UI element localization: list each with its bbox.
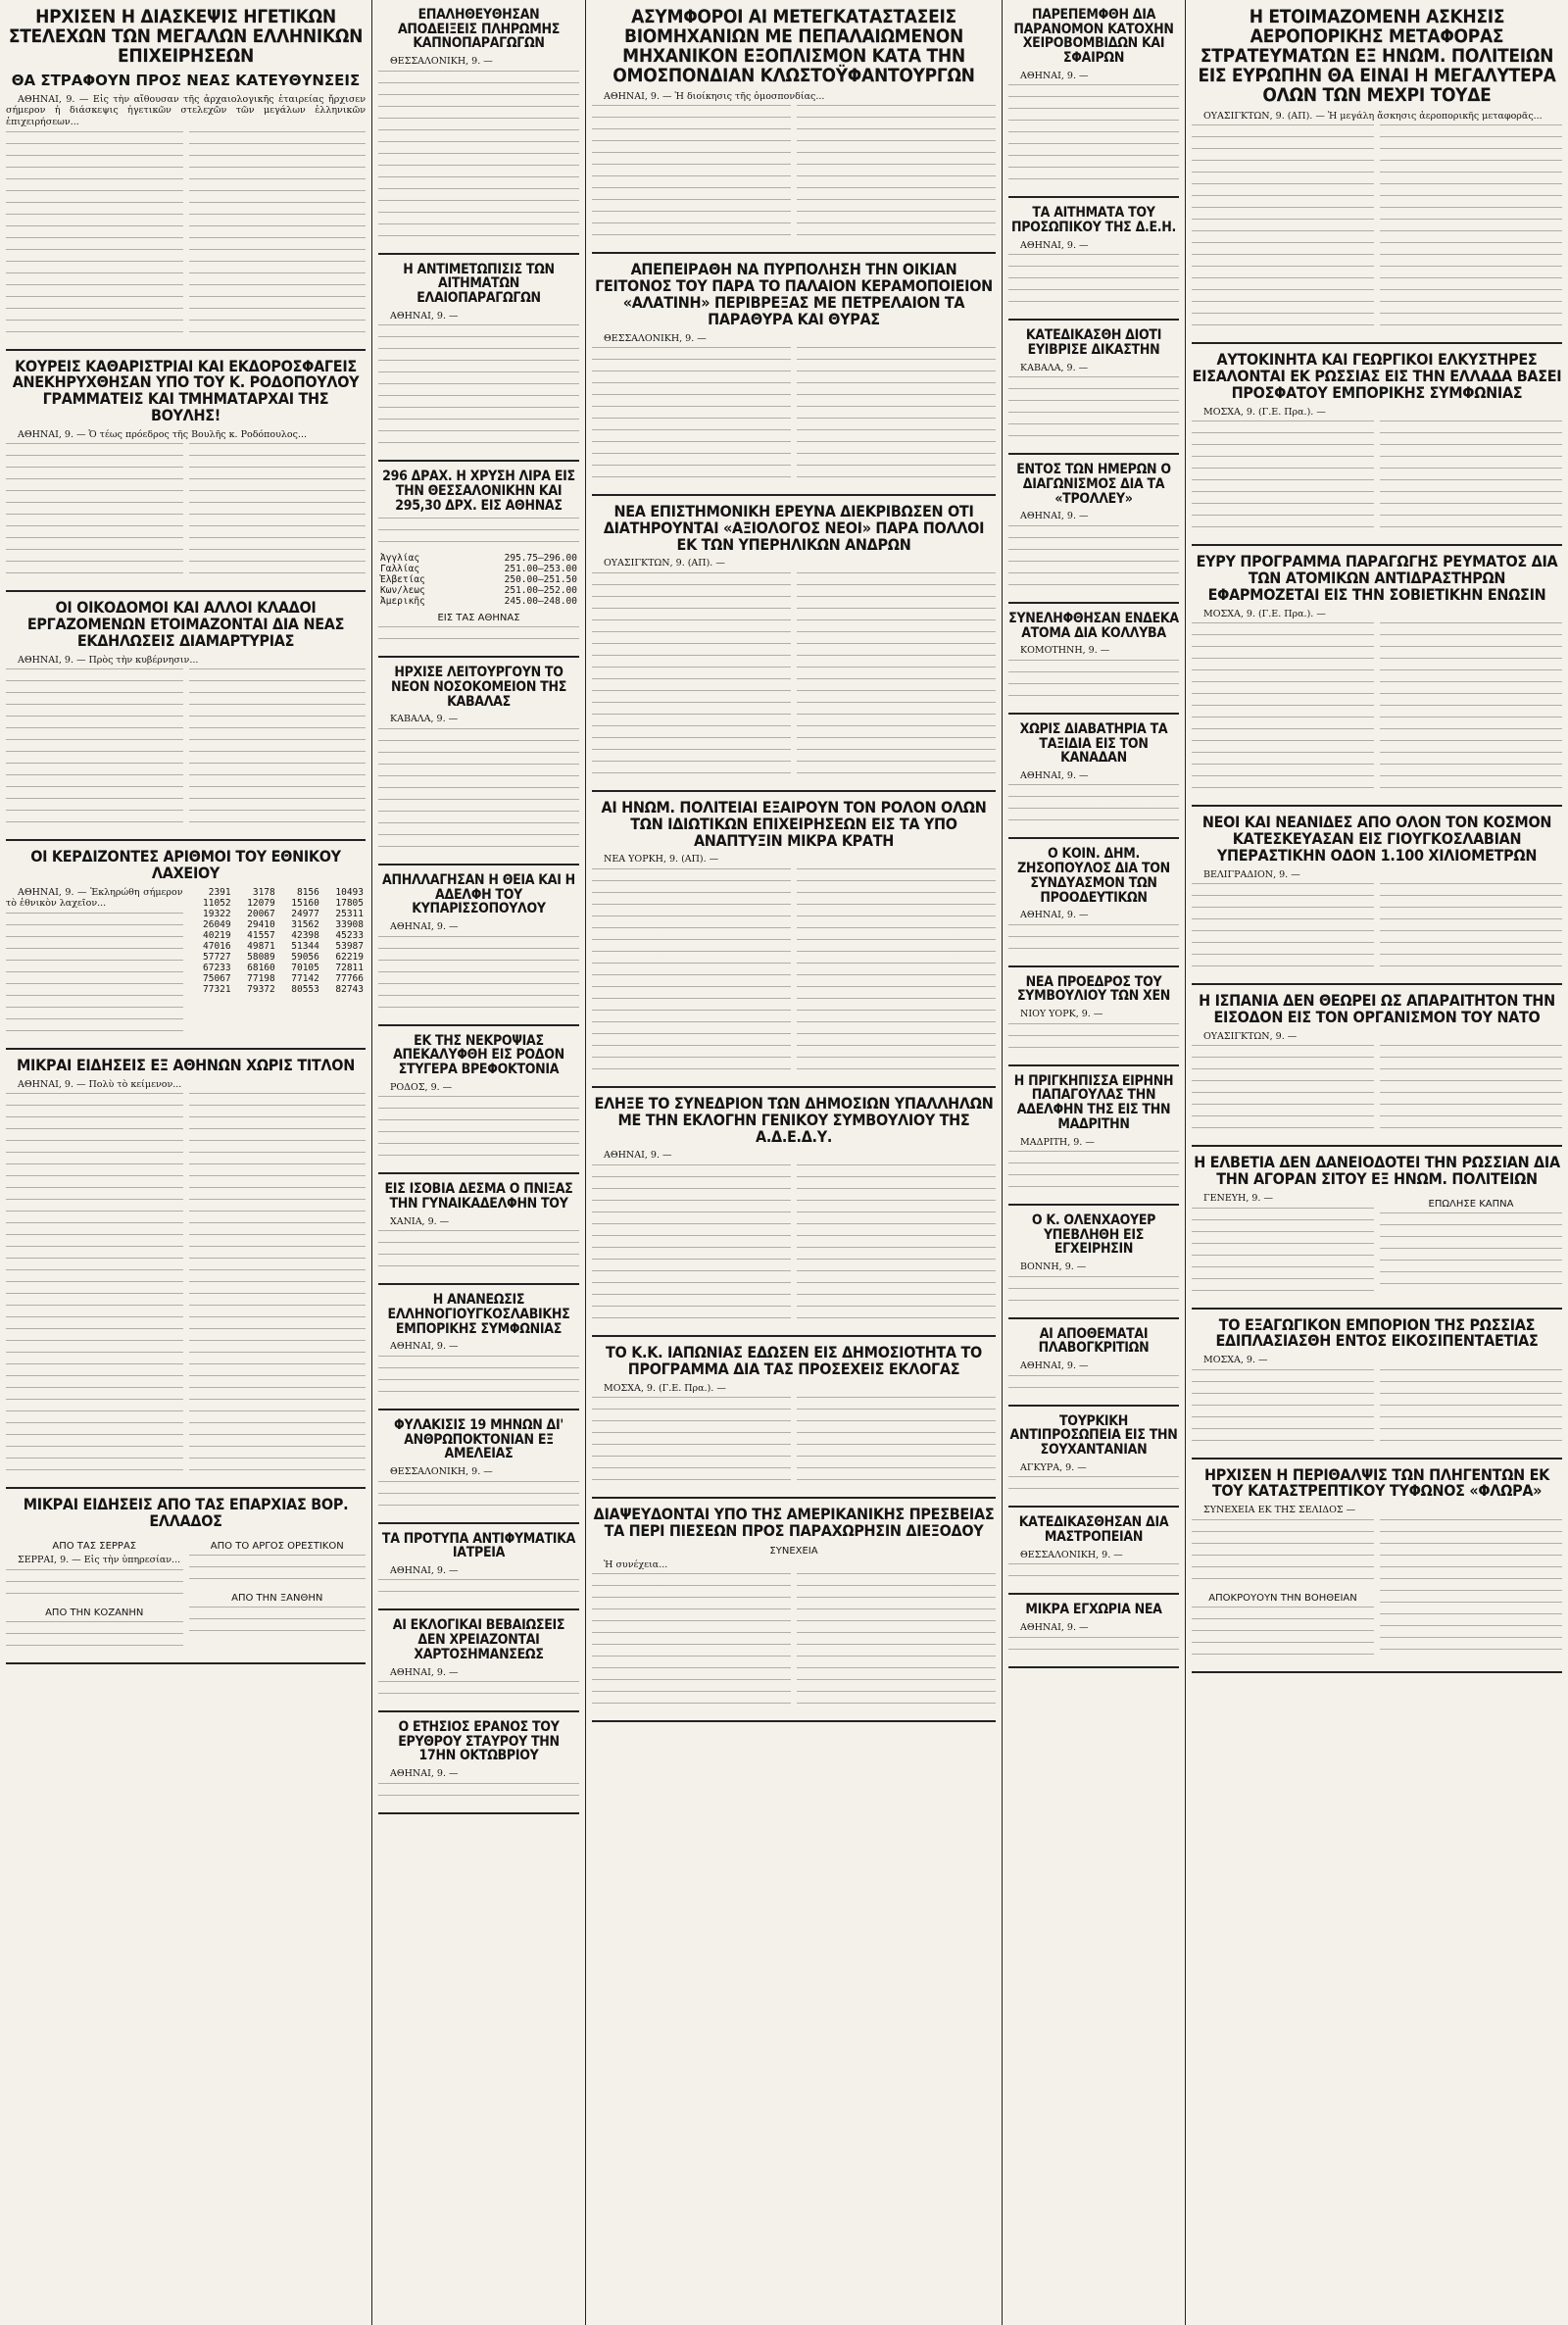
article	[6, 1497, 366, 1663]
article-body: ΘΕΣΣΑΛΟΝΙΚΗ, 9. —	[390, 56, 493, 68]
lottery-number: 11052	[203, 897, 231, 909]
article-body: Ἡ συνέχεια...	[604, 1558, 668, 1570]
lottery-number: 42398	[291, 929, 319, 941]
headline: ΕΠΑΛΗΘΕΥΘΗΣΑΝ ΑΠΟΔΕΙΞΕΙΣ ΠΛΗΡΩΜΗΣ ΚΑΠΝΟΠΑΡΑΓΩΓΩΝ	[397, 7, 560, 52]
lottery-number: 41557	[247, 929, 275, 941]
lottery-number: 20067	[247, 908, 275, 919]
section-label: ΑΠΟ ΤΟ ΑΡΓΟΣ ΟΡΕΣΤΙΚΟΝ	[210, 1541, 344, 1552]
headline: 296 ΔΡΑΧ. Η ΧΡΥΣΗ ΛΙΡΑ ΕΙΣ ΤΗΝ ΘΕΣΣΑΛΟΝΙΚΗΝ ΚΑΙ 295,30 ΔΡΧ. ΕΙΣ ΑΘΗΝΑΣ	[382, 469, 575, 514]
article	[1008, 328, 1179, 455]
headline: ΕΙΣ ΙΣΟΒΙΑ ΔΕΣΜΑ Ο ΠΝΙΞΑΣ ΤΗΝ ΓΥΝΑΙΚΑΔΕΛΦΗΝ ΤΟΥ	[384, 1181, 573, 1212]
section-label: ΕΠΩΛΗΣΕ ΚΑΠΝΑ	[1428, 1198, 1514, 1210]
article-body: ΑΘΗΝΑΙ, 9. — Ἐκληρώθη σήμερον τὸ ἐθνικὸν λαχεῖον...	[6, 886, 183, 910]
lottery-number: 31562	[291, 918, 319, 930]
headline: ΕΛΗΞΕ ΤΟ ΣΥΝΕΔΡΙΟΝ ΤΩΝ ΔΗΜΟΣΙΩΝ ΥΠΑΛΛΗΛΩΝ ΜΕ ΤΗΝ ΕΚΛΟΓΗΝ ΓΕΝΙΚΟΥ ΣΥΜΒΟΥΛΙΟΥ ΤΗΣ Α.Δ.Ε.Δ.Υ.	[594, 1094, 994, 1146]
headline: ΚΑΤΕΔΙΚΑΣΘΗ ΔΙΟΤΙ ΕΥΙΒΡΙΣΕ ΔΙΚΑΣΤΗΝ	[1025, 327, 1162, 358]
article	[378, 873, 579, 1026]
column-1	[0, 0, 372, 2325]
price-range: 251.00—253.00	[504, 564, 577, 575]
article-body: ΟΥΑΣΙΓΚΤΩΝ, 9. (ΑΠ). — Ἡ μεγάλη ἄσκησις ἀεροπορικῆς μεταφορᾶς...	[1203, 110, 1543, 122]
column-4	[1003, 0, 1186, 2325]
lottery-row	[189, 919, 367, 930]
lottery-number: 40219	[203, 929, 231, 941]
price-range: 245.00—248.00	[504, 596, 577, 608]
lottery-number: 62219	[335, 951, 364, 963]
lottery-row	[189, 909, 367, 919]
article	[1008, 1213, 1179, 1319]
lottery-number: 19322	[203, 908, 231, 919]
lottery-number: 25311	[335, 908, 364, 919]
headline: ΝΕΑ ΠΡΟΕΔΡΟΣ ΤΟΥ ΣΥΜΒΟΥΛΙΟΥ ΤΩΝ ΧΕΝ	[1016, 973, 1170, 1005]
price-range: 295.75—296.00	[504, 553, 577, 565]
article-body: ΚΑΒΑΛΑ, 9. —	[390, 714, 459, 725]
lottery-number: 77142	[291, 972, 319, 984]
lottery-number: 75067	[203, 972, 231, 984]
headline: ΠΑΡΕΠΕΜΦΘΗ ΔΙΑ ΠΑΡΑΝΟΜΟΝ ΚΑΤΟΧΗΝ ΧΕΙΡΟΒΟΜΒΙΔΩΝ ΚΑΙ ΣΦΑΙΡΩΝ	[1013, 7, 1174, 67]
lottery-number: 47016	[203, 940, 231, 952]
article-body: ΑΘΗΝΑΙ, 9. —	[1020, 239, 1089, 251]
article-body: ΘΕΣΣΑΛΟΝΙΚΗ, 9. —	[390, 1465, 493, 1477]
article	[378, 8, 579, 255]
headline: Ο Κ. ΟΛΕΝΧΑΟΥΕΡ ΥΠΕΒΛΗΘΗ ΕΙΣ ΕΓΧΕΙΡΗΣΙΝ	[1031, 1212, 1156, 1258]
article	[1192, 815, 1562, 985]
headline: Η ΠΡΙΓΚΗΠΙΣΣΑ ΕΙΡΗΝΗ ΠΑΠΑΓΟΥΛΑΣ ΤΗΝ ΑΔΕΛΦΗΝ ΤΗΣ ΕΙΣ ΤΗΝ ΜΑΔΡΙΤΗΝ	[1013, 1072, 1174, 1132]
section-label: ΑΠΟ ΤΗΝ ΚΟΖΑΝΗΝ	[45, 1607, 144, 1618]
article-body: ΑΘΗΝΑΙ, 9. —	[1020, 910, 1089, 921]
price-range: 250.00—251.50	[504, 574, 577, 586]
currency-label: Κων/λεως	[380, 585, 425, 597]
headline: ΑΙ ΕΚΛΟΓΙΚΑΙ ΒΕΒΑΙΩΣΕΙΣ ΔΕΝ ΧΡΕΙΑΖΟΝΤΑΙ ΧΑΡΤΟΣΗΜΑΝΣΕΩΣ	[392, 1617, 565, 1662]
lottery-number: 51344	[291, 940, 319, 952]
article-body: ΑΘΗΝΑΙ, 9. —	[390, 310, 459, 322]
article-body: ΑΘΗΝΑΙ, 9. —	[1020, 1360, 1089, 1372]
headline: Η ΕΤΟΙΜΑΖΟΜΕΝΗ ΑΣΚΗΣΙΣ ΑΕΡΟΠΟΡΙΚΗΣ ΜΕΤΑΦΟΡΑΣ ΣΤΡΑΤΕΥΜΑΤΩΝ ΕΞ ΗΝΩΜ. ΠΟΛΙΤΕΙΩΝ ΕΙΣ ΕΥΡΩΠΗΝ ΘΑ ΕΙΝΑΙ Η ΜΕΓΑΛΥΤΕΡΑ ΟΛΩΝ ΤΩΝ ΜΕΧΡΙ ΤΟΥΔΕ	[1198, 6, 1556, 106]
headline: ΟΙ ΟΙΚΟΔΟΜΟΙ ΚΑΙ ΑΛΛΟΙ ΚΛΑΔΟΙ ΕΡΓΑΖΟΜΕΝΩΝ ΕΤΟΙΜΑΖΟΝΤΑΙ ΔΙΑ ΝΕΑΣ ΕΚΔΗΛΩΣΕΙΣ ΔΙΑΜΑΡΤΥΡΙΑΣ	[26, 598, 345, 650]
headline: Η ΑΝΑΝΕΩΣΙΣ ΕΛΛΗΝΟΓΙΟΥΓΚΟΣΛΑΒΙΚΗΣ ΕΜΠΟΡΙΚΗΣ ΣΥΜΦΩΝΙΑΣ	[387, 1292, 570, 1337]
article-body: ΑΘΗΝΑΙ, 9. — Ὁ τέως πρόεδρος τῆς Βουλῆς κ. Ροδόπουλος...	[18, 428, 307, 440]
headline: Η ΕΛΒΕΤΙΑ ΔΕΝ ΔΑΝΕΙΟΔΟΤΕΙ ΤΗΝ ΡΩΣΣΙΑΝ ΔΙΑ ΤΗΝ ΑΓΟΡΑΝ ΣΙΤΟΥ ΕΞ ΗΝΩΜ. ΠΟΛΙΤΕΙΩΝ	[1194, 1153, 1560, 1189]
headline: ΝΕΟΙ ΚΑΙ ΝΕΑΝΙΔΕΣ ΑΠΟ ΟΛΟΝ ΤΟΝ ΚΟΣΜΟΝ ΚΑΤΕΣΚΕΥΑΣΑΝ ΕΙΣ ΓΙΟΥΓΚΟΣΛΑΒΙΑΝ ΥΠΕΡΑΣΤΙΚΗΝ ΟΔΟΝ 1.100 ΧΙΛΙΟΜΕΤΡΩΝ	[1201, 813, 1552, 865]
article	[378, 1720, 579, 1814]
lottery-numbers-table	[189, 887, 367, 995]
article	[1008, 1414, 1179, 1509]
lottery-row	[189, 984, 367, 995]
headline: ΦΥΛΑΚΙΣΙΣ 19 ΜΗΝΩΝ ΔΙ' ΑΝΘΡΩΠΟΚΤΟΝΙΑΝ ΕΞ ΑΜΕΛΕΙΑΣ	[394, 1416, 564, 1462]
lottery-number: 59056	[291, 951, 319, 963]
headline: ΑΠΗΛΛΑΓΗΣΑΝ Η ΘΕΙΑ ΚΑΙ Η ΑΔΕΛΦΗ ΤΟΥ ΚΥΠΑΡΙΣΣΟΠΟΥΛΟΥ	[382, 871, 575, 917]
article	[6, 8, 366, 351]
column-2	[372, 0, 586, 2325]
currency-label: Γαλλίας	[380, 564, 420, 575]
lottery-number: 2391	[208, 886, 231, 898]
article-body: ΑΘΗΝΑΙ, 9. —	[390, 1768, 459, 1780]
article	[592, 1507, 996, 1722]
article	[378, 1182, 579, 1285]
lottery-number: 77321	[203, 983, 231, 995]
headline: ΜΙΚΡΑΙ ΕΙΔΗΣΕΙΣ ΕΞ ΑΘΗΝΩΝ ΧΩΡΙΣ ΤΙΤΛΟΝ	[17, 1056, 355, 1075]
headline: Ο ΕΤΗΣΙΟΣ ΕΡΑΝΟΣ ΤΟΥ ΕΡΥΘΡΟΥ ΣΤΑΥΡΟΥ ΤΗΝ 17ΗΝ ΟΚΤΩΒΡΙΟΥ	[398, 1719, 560, 1764]
lottery-number: 33908	[335, 918, 364, 930]
lottery-number: 3178	[252, 886, 275, 898]
headline: ΤΑ ΠΡΟΤΥΠΑ ΑΝΤΙΦΥΜΑΤΙΚΑ ΙΑΤΡΕΙΑ	[381, 1530, 576, 1561]
article	[378, 470, 579, 658]
headline: ΧΩΡΙΣ ΔΙΑΒΑΤΗΡΙΑ ΤΑ ΤΑΞΙΔΙΑ ΕΙΣ ΤΟΝ ΚΑΝΑΔΑΝ	[1019, 720, 1168, 767]
article-body: ΜΟΣΧΑ, 9. (Γ.Ε. Πρα.). —	[604, 1382, 726, 1394]
article-body: ΑΓΚΥΡΑ, 9. —	[1020, 1461, 1087, 1473]
article-body: ΜΟΣΧΑ, 9. (Γ.Ε. Πρα.). —	[1203, 608, 1326, 619]
section-label: ΑΠΟ ΤΑΣ ΣΕΡΡΑΣ	[52, 1541, 137, 1552]
article-body: ΝΕΑ ΥΟΡΚΗ, 9. (ΑΠ). —	[604, 854, 719, 866]
article	[1192, 1155, 1562, 1309]
headline: ΤΑ ΑΙΤΗΜΑΤΑ ΤΟΥ ΠΡΟΣΩΠΙΚΟΥ ΤΗΣ Δ.Ε.Η.	[1010, 205, 1177, 236]
headline: ΚΟΥΡΕΙΣ ΚΑΘΑΡΙΣΤΡΙΑΙ ΚΑΙ ΕΚΔΟΡΟΣΦΑΓΕΙΣ ΑΝΕΚΗΡΥΧΘΗΣΑΝ ΥΠΟ ΤΟΥ Κ. ΡΟΔΟΠΟΥΛΟΥ ΓΡΑΜΜΑΤΕΙΣ ΚΑΙ ΤΜΗΜΑΤΑΡΧΑΙ ΤΗΣ ΒΟΥΛΗΣ!	[12, 356, 360, 424]
article	[592, 262, 996, 496]
article	[378, 666, 579, 866]
article-body: ΑΘΗΝΑΙ, 9. —	[390, 921, 459, 933]
lottery-number: 82743	[335, 983, 364, 995]
headline: Η ΙΣΠΑΝΙΑ ΔΕΝ ΘΕΩΡΕΙ ΩΣ ΑΠΑΡΑΙΤΗΤΟΝ ΤΗΝ ΕΙΣΟΔΟΝ ΕΙΣ ΤΟΝ ΟΡΓΑΝΙΣΜΟΝ ΤΟΥ ΝΑΤΟ	[1199, 991, 1555, 1026]
section-label: ΑΠΟ ΤΗΝ ΞΑΝΘΗΝ	[231, 1593, 323, 1604]
headline: ΔΙΑΨΕΥΔΟΝΤΑΙ ΥΠΟ ΤΗΣ ΑΜΕΡΙΚΑΝΙΚΗΣ ΠΡΕΣΒΕΙΑΣ ΤΑ ΠΕΡΙ ΠΙΕΣΕΩΝ ΠΡΟΣ ΠΑΡΑΧΩΡΗΣΙΝ ΔΙΕΞΟΔΟΥ	[593, 1505, 995, 1540]
headline: ΗΡΧΙΣΕΝ Η ΔΙΑΣΚΕΨΙΣ ΗΓΕΤΙΚΩΝ ΣΤΕΛΕΧΩΝ ΤΩΝ ΜΕΓΑΛΩΝ ΕΛΛΗΝΙΚΩΝ ΕΠΙΧΕΙΡΗΣΕΩΝ	[8, 6, 364, 67]
article-body: ΣΥΝΕΧΕΙΑ ΕΚ ΤΗΣ ΣΕΛΙΔΟΣ —	[1203, 1505, 1356, 1516]
headline: Η ΑΝΤΙΜΕΤΩΠΙΣΙΣ ΤΩΝ ΑΙΤΗΜΑΤΩΝ ΕΛΑΙΟΠΑΡΑΓΩΓΩΝ	[403, 261, 555, 307]
article	[378, 1418, 579, 1524]
article	[592, 1345, 996, 1499]
lottery-number: 53987	[335, 940, 364, 952]
column-5	[1186, 0, 1568, 2325]
headline: ΤΟ ΕΞΑΓΩΓΙΚΟΝ ΕΜΠΟΡΙΟΝ ΤΗΣ ΡΩΣΣΙΑΣ ΕΔΙΠΛΑΣΙΑΣΘΗ ΕΝΤΟΣ ΕΙΚΟΣΙΠΕΝΤΑΕΤΙΑΣ	[1215, 1314, 1539, 1351]
column-3	[586, 0, 1003, 2325]
article	[6, 1058, 366, 1489]
gold-price-row	[378, 596, 579, 607]
lottery-row	[189, 952, 367, 963]
article	[592, 8, 996, 254]
article	[6, 356, 366, 593]
article	[378, 1034, 579, 1175]
article	[1008, 463, 1179, 604]
lottery-number: 45233	[335, 929, 364, 941]
lottery-number: 49871	[247, 940, 275, 952]
article	[1008, 612, 1179, 715]
headline: ΑΥΤΟΚΙΝΗΤΑ ΚΑΙ ΓΕΩΡΓΙΚΟΙ ΕΛΚΥΣΤΗΡΕΣ ΕΙΣΑΛΟΝΤΑΙ ΕΚ ΡΩΣΣΙΑΣ ΕΙΣ ΤΗΝ ΕΛΛΑΔΑ ΒΑΣΕΙ ΠΡΟΣΦΑΤΟΥ ΕΜΠΟΡΙΚΗΣ ΣΥΜΦΩΝΙΑΣ	[1192, 350, 1562, 402]
article-body: ΑΘΗΝΑΙ, 9. — Εἰς τὴν αἴθουσαν τῆς ἀρχαιολογικῆς ἑταιρείας ἤρχισεν σήμερον ἡ διάσκεψις ἡγετικῶν στελεχῶν τῶν μεγάλων ἑλληνικῶν ἐπιχειρήσεων...	[6, 93, 366, 127]
lottery-number: 67233	[203, 962, 231, 973]
lottery-number: 70105	[291, 962, 319, 973]
lottery-row	[189, 930, 367, 941]
headline: ΑΠΕΠΕΙΡΑΘΗ ΝΑ ΠΥΡΠΟΛΗΣΗ ΤΗΝ ΟΙΚΙΑΝ ΓΕΙΤΟΝΟΣ ΤΟΥ ΠΑΡΑ ΤΟ ΠΑΛΑΙΟΝ ΚΕΡΑΜΟΠΟΙΕΙΟΝ «ΑΛΑΤΙΝΗ» ΠΕΡΙΒΡΕΞΑΣ ΜΕ ΠΕΤΡΕΛΑΙΟΝ ΤΑ ΠΑΡΑΘΥΡΑ ΚΑΙ ΘΥΡΑΣ	[595, 260, 993, 328]
lottery-number: 77766	[335, 972, 364, 984]
article-body: ΑΘΗΝΑΙ, 9. —	[604, 1150, 672, 1162]
headline: ΗΡΧΙΣΕ ΛΕΙΤΟΥΡΓΟΥΝ ΤΟ ΝΕΟΝ ΝΟΣΟΚΟΜΕΙΟΝ ΤΗΣ ΚΑΒΑΛΑΣ	[391, 665, 566, 710]
headline: ΤΟΥΡΚΙΚΗ ΑΝΤΙΠΡΟΣΩΠΕΙΑ ΕΙΣ ΤΗΝ ΣΟΥΧΑΝΤΑΝΙΑΝ	[1009, 1412, 1178, 1459]
article	[1008, 1074, 1179, 1206]
article-body: ΟΥΑΣΙΓΚΤΩΝ, 9. (ΑΠ). —	[604, 558, 725, 569]
article-body: ΚΑΒΑΛΑ, 9. —	[1020, 362, 1089, 373]
article	[378, 1293, 579, 1410]
headline: ΣΥΝΕΛΗΦΘΗΣΑΝ ΕΝΔΕΚΑ ΑΤΟΜΑ ΔΙΑ ΚΟΛΛΥΒΑ	[1008, 610, 1179, 641]
article	[1192, 1464, 1562, 1673]
headline: ΑΙ ΑΠΟΘΕΜΑΤΑΙ ΠΛΑΒΟΓΚΡΙΤΙΩΝ	[1038, 1325, 1150, 1357]
article-body: ΑΘΗΝΑΙ, 9. —	[1020, 769, 1089, 781]
headline: ΝΕΑ ΕΠΙΣΤΗΜΟΝΙΚΗ ΕΡΕΥΝΑ ΔΙΕΚΡΙΒΩΣΕΝ ΟΤΙ ΔΙΑΤΗΡΟΥΝΤΑΙ «ΑΞΙΟΛΟΓΟΣ ΝΕΟΙ» ΠΑΡΑ ΠΟΛΛΟΙ ΕΚ ΤΩΝ ΥΠΕΡΗΛΙΚΩΝ ΑΝΔΡΩΝ	[603, 502, 985, 554]
headline: ΑΙ ΗΝΩΜ. ΠΟΛΙΤΕΙΑΙ ΕΞΑΙΡΟΥΝ ΤΟΝ ΡΟΛΟΝ ΟΛΩΝ ΤΩΝ ΙΔΙΩΤΙΚΩΝ ΕΠΙΧΕΙΡΗΣΕΩΝ ΕΙΣ ΤΑ ΥΠΟ ΑΝΑΠΤΥΞΙΝ ΜΙΚΡΑ ΚΡΑΤΗ	[601, 798, 987, 850]
lottery-number: 58089	[247, 951, 275, 963]
headline: ΟΙ ΚΕΡΔΙΖΟΝΤΕΣ ΑΡΙΘΜΟΙ ΤΟΥ ΕΘΝΙΚΟΥ ΛΑΧΕΙΟΥ	[30, 847, 341, 883]
lottery-number: 57727	[203, 951, 231, 963]
article-body: ΑΘΗΝΑΙ, 9. —	[1020, 70, 1089, 81]
article	[1192, 352, 1562, 546]
article	[1008, 1603, 1179, 1667]
section-label: ΑΠΟΚΡΟΥΟΥΝ ΤΗΝ ΒΟΗΘΕΙΑΝ	[1208, 1592, 1357, 1604]
lottery-row	[189, 887, 367, 898]
section-label: ΕΙΣ ΤΑΣ ΑΘΗΝΑΣ	[437, 613, 520, 624]
article	[592, 800, 996, 1088]
lottery-number: 10493	[335, 886, 364, 898]
article-body: ΑΘΗΝΑΙ, 9. —	[390, 1564, 459, 1576]
article	[592, 1096, 996, 1337]
article-body: ΘΕΣΣΑΛΟΝΙΚΗ, 9. —	[604, 332, 707, 344]
article-body: ΑΘΗΝΑΙ, 9. —	[1020, 1621, 1089, 1633]
article	[1008, 975, 1179, 1066]
article-body: ΣΕΡΡΑΙ, 9. — Εἰς τὴν ὑπηρεσίαν...	[18, 1555, 181, 1565]
gold-price-row	[378, 574, 579, 585]
lottery-number: 17805	[335, 897, 364, 909]
article	[1192, 1314, 1562, 1459]
article-body: ΑΘΗΝΑΙ, 9. —	[390, 1666, 459, 1678]
lottery-number: 29410	[247, 918, 275, 930]
lottery-number: 26049	[203, 918, 231, 930]
gold-price-row	[378, 585, 579, 596]
article-body: ΜΟΣΧΑ, 9. (Γ.Ε. Πρα.). —	[1203, 406, 1326, 418]
article	[1008, 1515, 1179, 1595]
lottery-row	[189, 963, 367, 973]
article	[1192, 554, 1562, 807]
lottery-number: 80553	[291, 983, 319, 995]
article-body: ΚΟΜΟΤΗΝΗ, 9. —	[1020, 645, 1110, 657]
lottery-number: 72811	[335, 962, 364, 973]
headline: Ο ΚΟΙΝ. ΔΗΜ. ΖΗΣΟΠΟΥΛΟΣ ΔΙΑ ΤΟΝ ΣΥΝΔΥΑΣΜΟΝ ΤΩΝ ΠΡΟΟΔΕΥΤΙΚΩΝ	[1017, 846, 1170, 906]
lottery-number: 68160	[247, 962, 275, 973]
article-body: ΑΘΗΝΑΙ, 9. —	[1020, 511, 1089, 522]
article	[378, 263, 579, 463]
article	[1008, 847, 1179, 966]
article	[1192, 8, 1562, 344]
currency-label: Ἀγγλίας	[380, 553, 420, 565]
article-body: ΑΘΗΝΑΙ, 9. — Ἡ διοίκησις τῆς ὁμοσπονδίας...	[604, 90, 825, 102]
article-body: ΑΘΗΝΑΙ, 9. — Πρὸς τὴν κυβέρνησιν...	[18, 654, 199, 666]
article	[6, 600, 366, 841]
headline: ΤΟ Κ.Κ. ΙΑΠΩΝΙΑΣ ΕΔΩΣΕΝ ΕΙΣ ΔΗΜΟΣΙΟΤΗΤΑ ΤΟ ΠΡΟΓΡΑΜΜΑ ΔΙΑ ΤΑΣ ΠΡΟΣΕΧΕΙΣ ΕΚΛΟΓΑΣ	[606, 1343, 982, 1378]
article	[1008, 1327, 1179, 1407]
article	[378, 1532, 579, 1611]
article-body: ΡΟΔΟΣ, 9. —	[390, 1081, 453, 1093]
section-label: ΣΥΝΕΧΕΙΑ	[769, 1545, 818, 1557]
article	[592, 504, 996, 792]
article-body: ΓΕΝΕΥΗ, 9. —	[1203, 1192, 1273, 1204]
article	[378, 1618, 579, 1712]
article-body: ΒΟΝΝΗ, 9. —	[1020, 1261, 1087, 1273]
article-body: ΘΕΣΣΑΛΟΝΙΚΗ, 9. —	[1020, 1549, 1123, 1560]
article	[6, 849, 366, 1050]
lottery-row	[189, 898, 367, 909]
gold-price-table	[378, 553, 579, 607]
article-body: ΝΙΟΥ ΥΟΡΚ, 9. —	[1020, 1009, 1103, 1020]
subheadline: ΘΑ ΣΤΡΑΦΟΥΝ ΠΡΟΣ ΝΕΑΣ ΚΑΤΕΥΘΥΝΣΕΙΣ	[11, 71, 361, 89]
lottery-row	[189, 941, 367, 952]
lottery-number: 24977	[291, 908, 319, 919]
currency-label: Ἀμερικῆς	[380, 596, 425, 608]
headline: ΗΡΧΙΣΕΝ Η ΠΕΡΙΘΑΛΨΙΣ ΤΩΝ ΠΛΗΓΕΝΤΩΝ ΕΚ ΤΟΥ ΚΑΤΑΣΤΡΕΠΤΙΚΟΥ ΤΥΦΩΝΟΣ «ΦΛΩΡΑ»	[1204, 1464, 1549, 1501]
article	[1008, 206, 1179, 321]
article-body: ΜΟΣΧΑ, 9. —	[1203, 1355, 1268, 1366]
lottery-number: 79372	[247, 983, 275, 995]
headline: ΕΝΤΟΣ ΤΩΝ ΗΜΕΡΩΝ Ο ΔΙΑΓΩΝΙΣΜΟΣ ΔΙΑ ΤΑ «ΤΡΟΛΛΕΥ»	[1016, 462, 1171, 507]
lottery-row	[189, 973, 367, 984]
gold-price-row	[378, 553, 579, 564]
article-body: ΧΑΝΙΑ, 9. —	[390, 1215, 450, 1227]
headline: ΚΑΤΕΔΙΚΑΣΘΗΣΑΝ ΔΙΑ ΜΑΣΤΡΟΠΕΙΑΝ	[1018, 1514, 1169, 1545]
price-range: 251.00—252.00	[504, 585, 577, 597]
article	[1008, 722, 1179, 840]
lottery-number: 8156	[296, 886, 319, 898]
article	[1192, 993, 1562, 1147]
article	[1008, 8, 1179, 198]
article-body: ΟΥΑΣΙΓΚΤΩΝ, 9. —	[1203, 1030, 1298, 1042]
article-body: ΑΘΗΝΑΙ, 9. —	[390, 1341, 459, 1353]
currency-label: Ἑλβετίας	[380, 574, 425, 586]
lottery-number: 12079	[247, 897, 275, 909]
lottery-number: 77198	[247, 972, 275, 984]
article-body: ΒΕΛΙΓΡΑΔΙΟΝ, 9. —	[1203, 868, 1300, 880]
article-body: ΑΘΗΝΑΙ, 9. — Πολὺ τὸ κείμενον...	[18, 1078, 182, 1090]
headline: ΜΙΚΡΑΙ ΕΙΔΗΣΕΙΣ ΑΠΟ ΤΑΣ ΕΠΑΡΧΙΑΣ ΒΟΡ. ΕΛΛΑΔΟΣ	[23, 1495, 349, 1531]
gold-price-row	[378, 564, 579, 574]
headline: ΕΥΡΥ ΠΡΟΓΡΑΜΜΑ ΠΑΡΑΓΩΓΗΣ ΡΕΥΜΑΤΟΣ ΔΙΑ ΤΩΝ ΑΤΟΜΙΚΩΝ ΑΝΤΙΔΡΑΣΤΗΡΩΝ ΕΦΑΡΜΟΖΕΤΑΙ ΕΙΣ ΤΗΝ ΣΟΒΙΕΤΙΚΗΝ ΕΝΩΣΙΝ	[1196, 552, 1558, 604]
lottery-number: 15160	[291, 897, 319, 909]
headline: ΑΣΥΜΦΟΡΟΙ ΑΙ ΜΕΤΕΓΚΑΤΑΣΤΑΣΕΙΣ ΒΙΟΜΗΧΑΝΙΩΝ ΜΕ ΠΕΠΑΛΑΙΩΜΕΝΟΝ ΜΗΧΑΝΙΚΟΝ ΕΞΟΠΛΙΣΜΟΝ ΚΑΤΑ ΤΗΝ ΟΜΟΣΠΟΝΔΙΑΝ ΚΛΩΣΤΟΫΦΑΝΤΟΥΡΓΩΝ	[612, 6, 975, 86]
article-body: ΜΑΔΡΙΤΗ, 9. —	[1020, 1136, 1095, 1148]
headline: ΜΙΚΡΑ ΕΓΧΩΡΙΑ ΝΕΑ	[1025, 1602, 1162, 1618]
headline: ΕΚ ΤΗΣ ΝΕΚΡΟΨΙΑΣ ΑΠΕΚΑΛΥΦΘΗ ΕΙΣ ΡΟΔΟΝ ΣΤΥΓΕΡΑ ΒΡΕΦΟΚΤΟΝΙΑ	[393, 1032, 564, 1077]
